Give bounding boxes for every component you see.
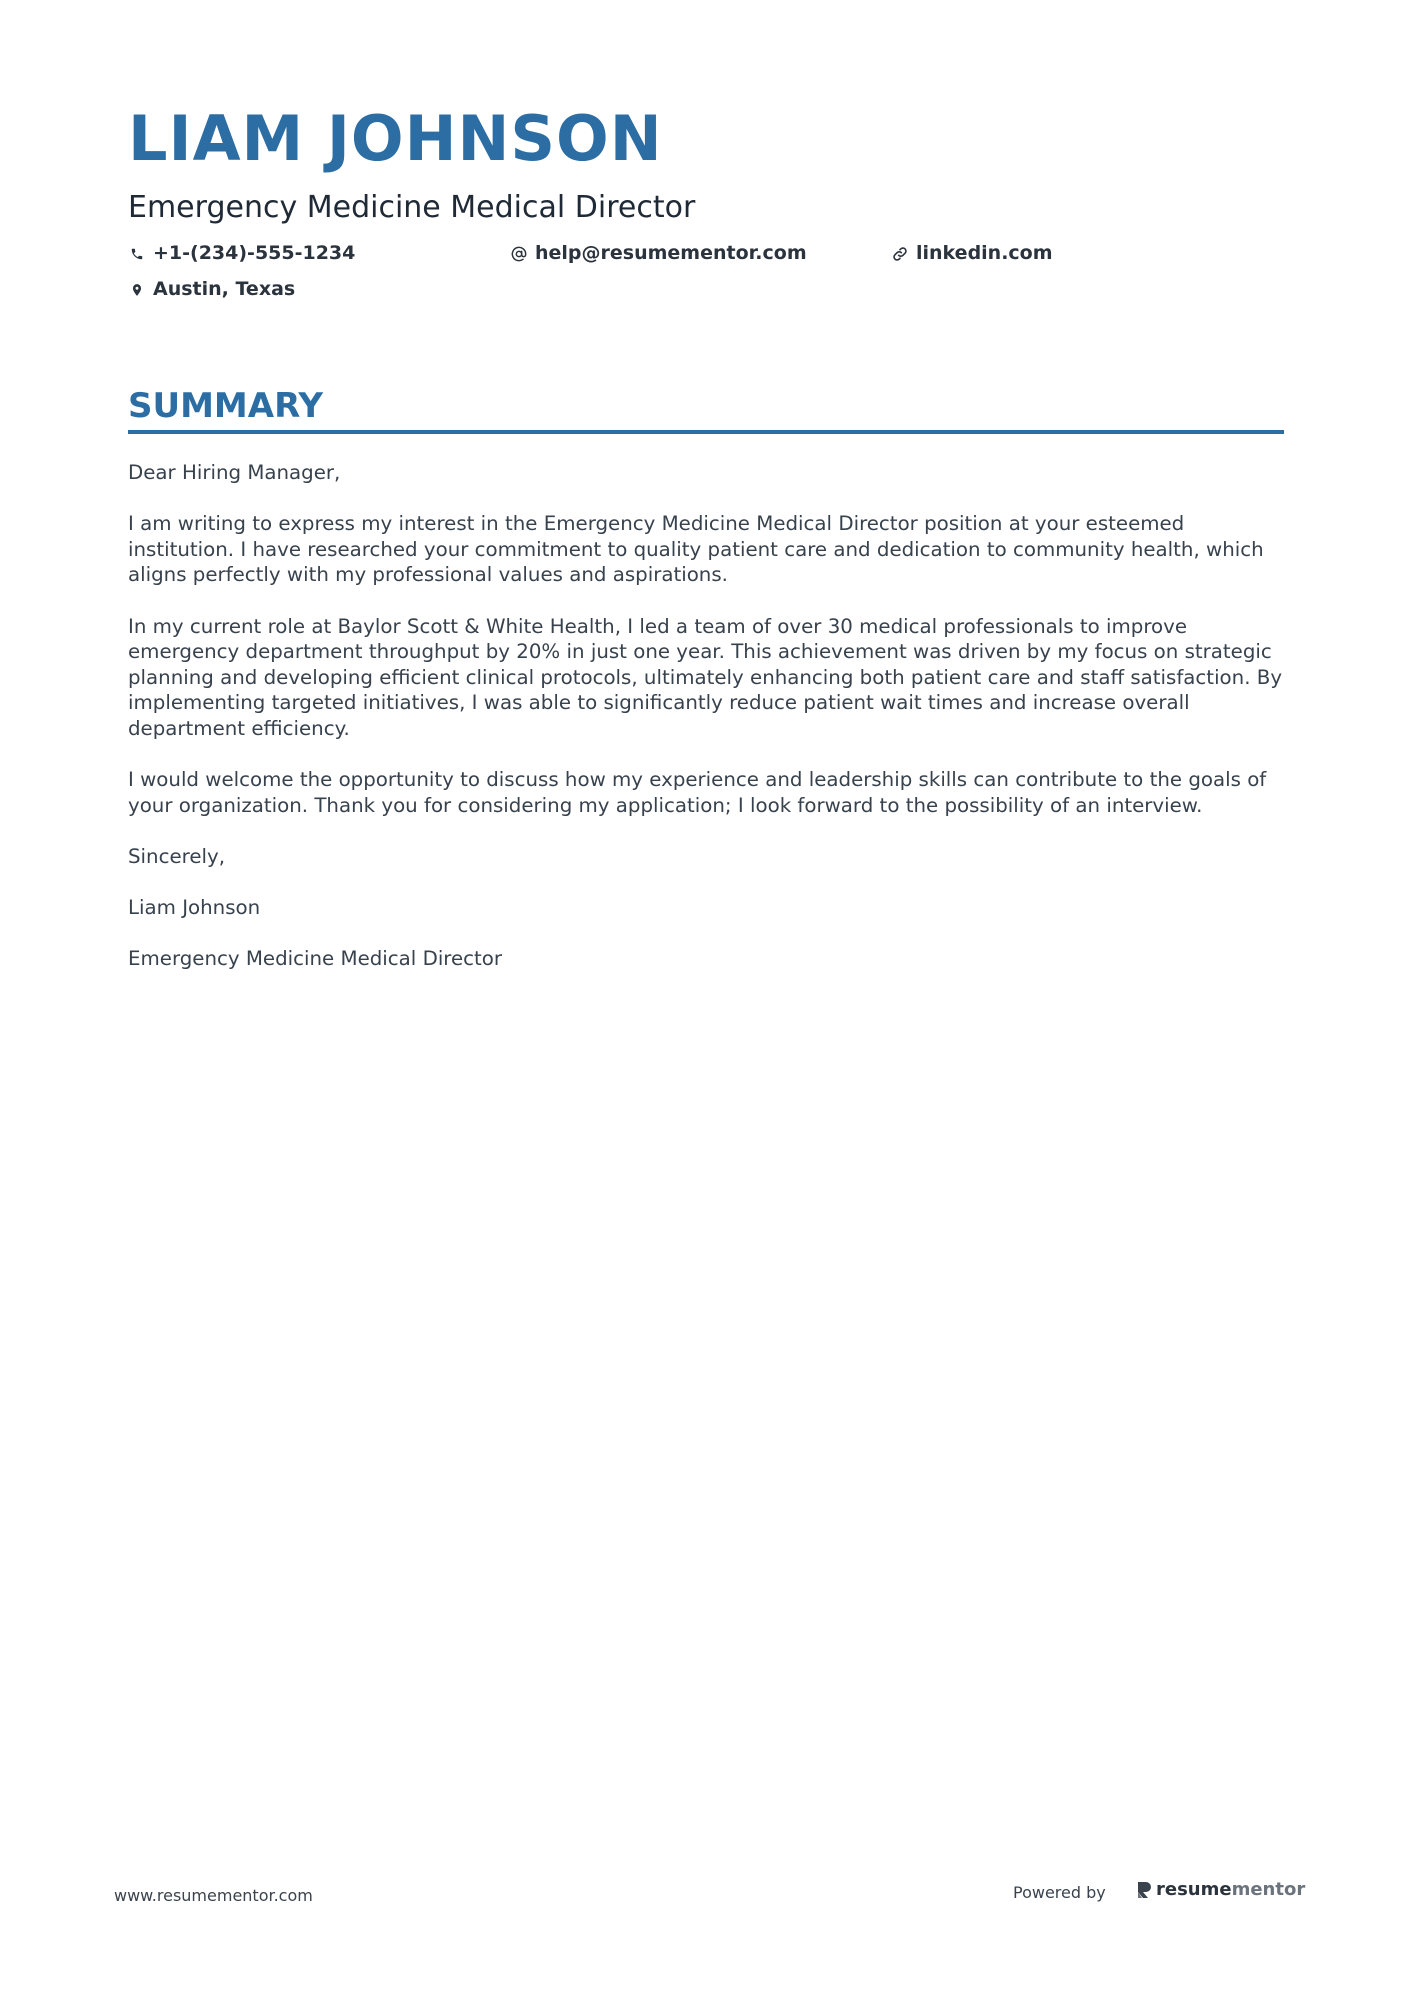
powered-by-label: Powered by bbox=[1013, 1883, 1106, 1902]
brand-name-part2: mentor bbox=[1231, 1879, 1306, 1900]
link-icon bbox=[891, 245, 909, 263]
phone-icon bbox=[128, 245, 146, 263]
candidate-name: LIAM JOHNSON bbox=[128, 102, 663, 175]
at-icon bbox=[510, 245, 528, 263]
cover-letter-body bbox=[128, 460, 1288, 997]
contact-email[interactable] bbox=[510, 244, 807, 263]
contact-phone-text: +1-(234)-555-1234 bbox=[153, 242, 356, 264]
signature-name: Liam Johnson bbox=[128, 896, 261, 920]
contact-phone[interactable] bbox=[128, 244, 355, 263]
section-divider bbox=[128, 430, 1284, 434]
footer-website-link[interactable]: www.resumementor.com bbox=[114, 1886, 313, 1905]
letter-paragraph: I would welcome the opportunity to discuss how my experience and leadership skills can contribute to the goals of your organization. Thank you for considering my application; I look forward to the possibility of an interview. bbox=[128, 768, 1267, 817]
letter-greeting: Dear Hiring Manager, bbox=[128, 461, 341, 484]
resumementor-logo-icon bbox=[1136, 1880, 1152, 1900]
contact-location bbox=[128, 280, 295, 299]
letter-paragraph: In my current role at Baylor Scott & White Health, I led a team of over 30 medical professionals to improve emergency department throughput by 20% in just one year. This achievement was driven by my focus on strategic planning and developing efficient clinical protocols, ultimately enhancing both patient care and staff satisfaction. By implementing targeted initiatives, I was able to significantly reduce patient wait times and increase overall department efficiency. bbox=[128, 614, 1283, 740]
contact-link[interactable] bbox=[891, 244, 1053, 263]
summary-heading: SUMMARY bbox=[128, 386, 324, 426]
signature-title: Emergency Medicine Medical Director bbox=[128, 947, 503, 971]
map-pin-icon bbox=[128, 281, 146, 299]
brand-logo[interactable] bbox=[1136, 1880, 1305, 1900]
candidate-title: Emergency Medicine Medical Director bbox=[128, 190, 696, 225]
brand-name-part1: resume bbox=[1156, 1879, 1232, 1900]
letter-paragraph: I am writing to express my interest in the Emergency Medicine Medical Director position at your esteemed institution. I have researched your commitment to quality patient care and dedication to community health, which aligns perfectly with my professional values and aspirations. bbox=[128, 512, 1264, 587]
contact-location-text: Austin, Texas bbox=[153, 278, 296, 300]
contact-email-text: help@resumementor.com bbox=[535, 242, 807, 264]
contact-link-text: linkedin.com bbox=[916, 242, 1053, 264]
letter-closing: Sincerely, bbox=[128, 844, 225, 868]
